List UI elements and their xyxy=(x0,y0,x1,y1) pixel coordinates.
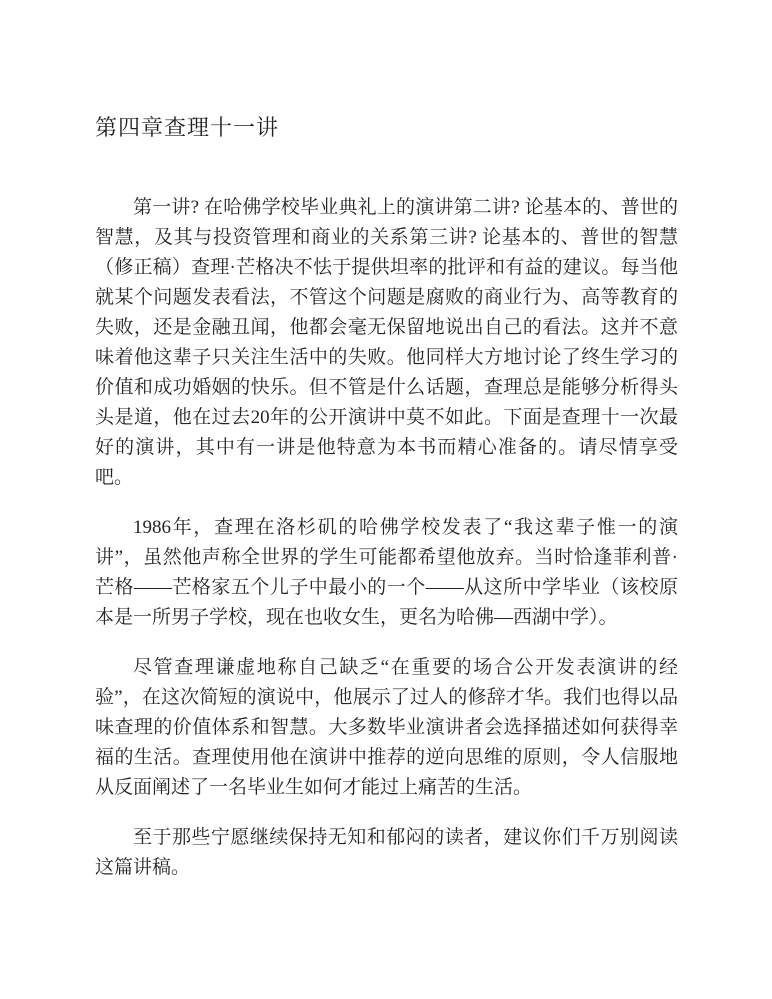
paragraph-4: 至于那些宁愿继续保持无知和郁闷的读者，建议你们千万别阅读这篇讲稿。 xyxy=(95,827,678,878)
paragraph-2: 1986年，查理在洛杉矶的哈佛学校发表了“我这辈子惟一的演讲”，虽然他声称全世界的学生可能都希望他放弃。当时恰逢菲利普·芒格——芒格家五个儿子中最小的一个——从这所中学毕业（该校原本是一所男子学校，现在也收女生，更名为哈佛—西湖中学）。 xyxy=(95,517,678,628)
chapter-title: 第四章查理十一讲 xyxy=(95,115,280,140)
paragraph-1: 第一讲? 在哈佛学校毕业典礼上的演讲第二讲? 论基本的、普世的智慧，及其与投资管理和商业的关系第三讲? 论基本的、普世的智慧（修正稿）查理·芒格决不怯于提供坦率的批评和有益的建议。每当他就某个问题发表看法，不管这个问题是腐败的商业行为、高等教育的失败，还是金融丑闻，他都会毫无保留地说出自己的看法。这并不意味着他这辈子只关注生活中的失败。他同样大方地讨论了终生学习的价值和成功婚姻的快乐。但不管是什么话题，查理总是能够分析得头头是道，他在过去20年的公开演讲中莫不如此。下面是查理十一次最好的演讲，其中有一讲是他特意为本书而精心准备的。请尽情享受吧。 xyxy=(95,197,678,488)
paragraph-3: 尽管查理谦虚地称自己缺乏“在重要的场合公开发表演讲的经验”，在这次简短的演说中，他展示了过人的修辞才华。我们也得以品味查理的价值体系和智慧。大多数毕业演讲者会选择描述如何获得幸福的生活。查理使用他在演讲中推荐的逆向思维的原则，令人信服地从反面阐述了一名毕业生如何才能过上痛苦的生活。 xyxy=(95,657,678,798)
body-text xyxy=(95,193,678,883)
